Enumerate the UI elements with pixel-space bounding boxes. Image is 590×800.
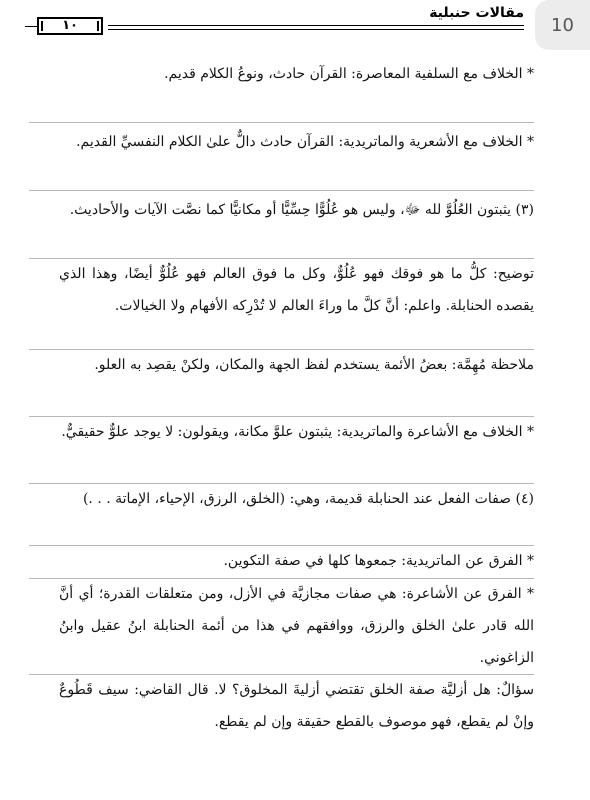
paragraph-point-4-action-attributes: (٤) صفات الفعل عند الحنابلة قديمة، وهي: (الخلق، الرزق، الإحياء، الإماتة . . .) (82, 491, 534, 507)
header-rule-top (108, 25, 524, 26)
header-rule-bottom (108, 29, 524, 30)
page-number-badge: 10 (535, 0, 590, 50)
paragraph-ashaira-dispute-uluw: * الخلاف مع الأشاعرة والماتريدية: يثبتون علوَّ مكانة، ويقولون: لا يوجد علوٌّ حقيقيٌّ. (61, 424, 534, 440)
page-number-box: ١٠ (37, 17, 103, 35)
paragraph-point-3-uluw: (٣) يثبتون العُلُوَّ لله ﷻ، وليس هو عُلُوًّا حِسِّيًّا أو مكانيًّا كما نصَّت الآيات والأحاديث. (69, 202, 534, 218)
paragraph-separator (29, 190, 534, 191)
header-rule-left (25, 26, 37, 27)
paragraph-ashaira-difference: * الفرق عن الأشاعرة: هي صفات مجازيَّة في الأزل، ومن متعلقات القدرة؛ أي أنَّ الله قادر علىٰ الخلق والرزق، ووافقهم في هذا من أئمة الحنابلة ابنُ عقيل وابنُ الزاغوني. (59, 586, 534, 666)
paragraph-maturidiyya-difference: * الفرق عن الماتريدية: جمعوها كلها في صفة التكوين. (223, 553, 534, 569)
paragraph-separator (29, 122, 534, 123)
running-header-title: مقالات حنبلية (429, 5, 524, 21)
paragraph-salafiyya-dispute: * الخلاف مع السلفية المعاصرة: القرآن حادث، ونوعُ الكلام قديم. (164, 66, 534, 82)
paragraph-ashariyya-dispute-quran: * الخلاف مع الأشعرية والماتريدية: القرآن حادث دالٌّ علىٰ الكلام النفسيِّ القديم. (76, 134, 534, 150)
paragraph-question: سؤالٌ: هل أزليَّة صفة الخلق تقتضي أزليةَ المخلوق؟ لا. قال القاضي: سيف قَطُوعٌ وإنْ لم يقطع، فهو موصوف بالقطع حقيقة وإن لم يقطع. (59, 682, 534, 730)
paragraph-important-note: ملاحظة مُهِمَّة: بعضُ الأئمة يستخدم لفظ الجهة والمكان، ولكنْ يقصِد به العلو. (94, 357, 534, 373)
paragraph-clarification: توضيح: كلُّ ما هو فوقك فهو عُلُوٌّ، وكل ما فوق العالم فهو عُلُوٌّ أيضًا، وهذا الذي يقصده الحنابلة. واعلم: أنَّ كلَّ ما وراءَ العالم لا تُدْرِكه الأفهام ولا الخيالات. (59, 266, 534, 314)
